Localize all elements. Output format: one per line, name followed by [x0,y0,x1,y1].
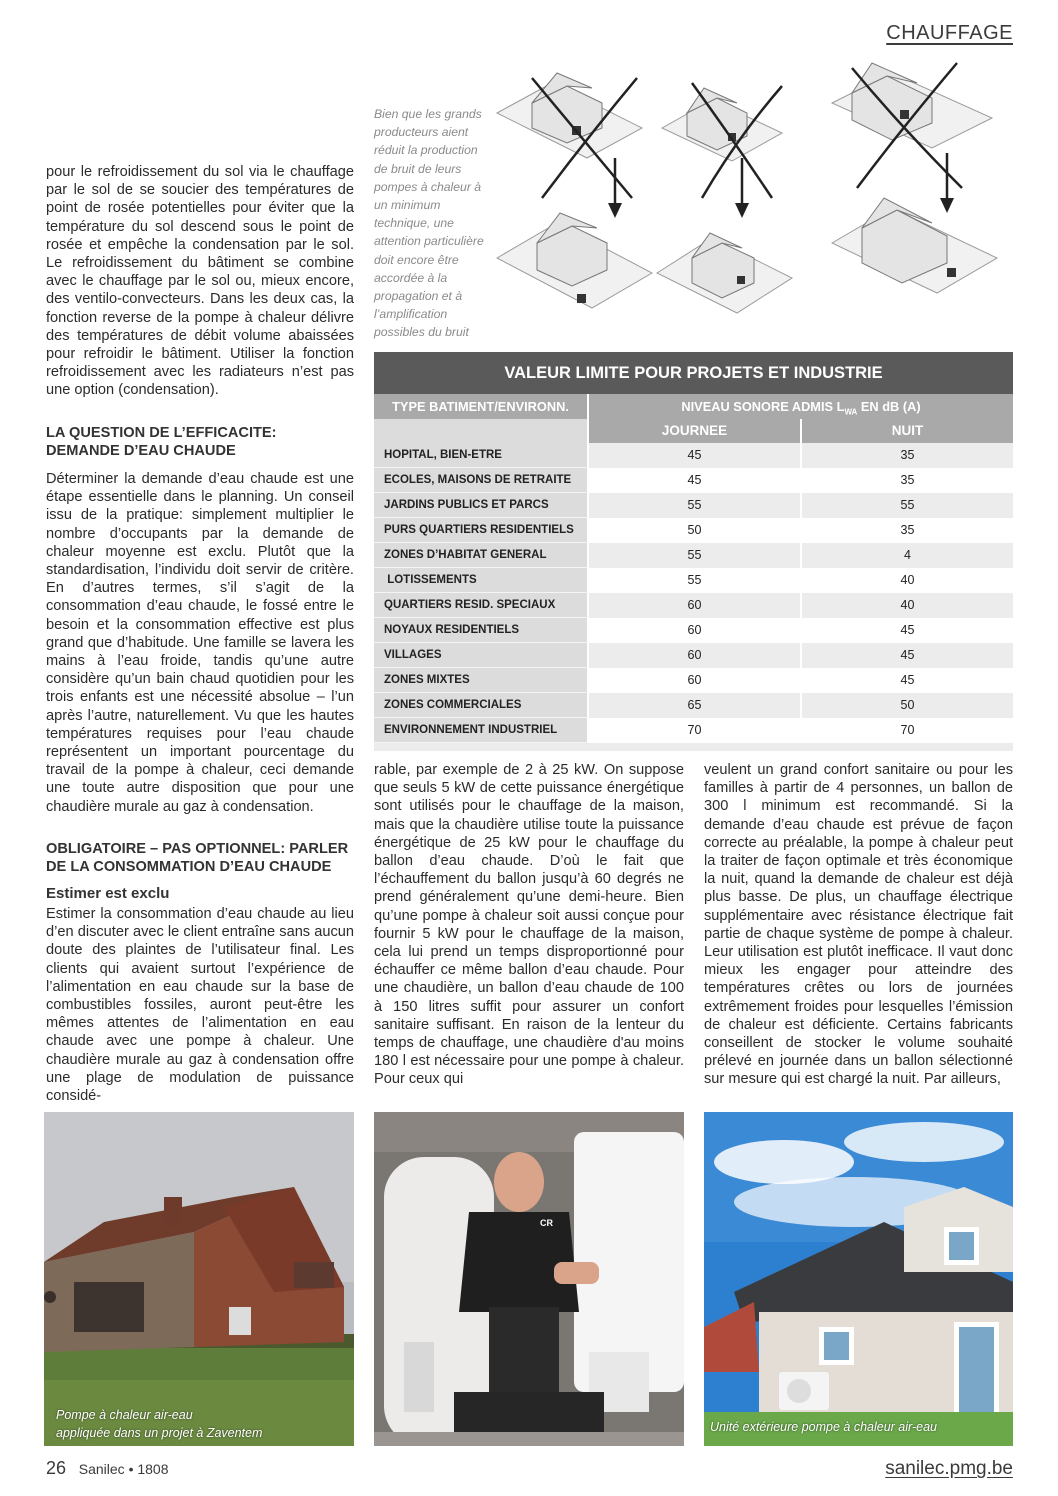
shirt-logo: CR [540,1218,553,1228]
table-subheader [374,419,1013,443]
heading-efficiency [46,424,354,460]
photo1-caption-line1: Pompe à chaleur air-eau [56,1408,193,1422]
cell-night: 35 [802,518,1013,543]
paragraph-estimate-wrap [46,905,354,1105]
cell-day: 55 [589,568,802,593]
cell-day: 65 [589,693,802,718]
section-title: CHAUFFAGE [886,22,1013,44]
cell-night: 35 [802,443,1013,468]
header-day: JOURNEE [589,419,802,443]
photo-brick-house [44,1112,354,1446]
table-title: VALEUR LIMITE POUR PROJETS ET INDUSTRIE [374,352,1013,394]
cell-type: ZONES MIXTES [374,668,589,693]
table-row [374,568,1013,593]
cell-type: ECOLES, MAISONS DE RETRAITE [374,468,589,493]
left-column [46,163,354,400]
modern-house-image [704,1112,1013,1446]
header-night: NUIT [802,419,1013,443]
cell-type: PURS QUARTIERS RESIDENTIELS [374,518,589,543]
photo1-caption [56,1406,262,1442]
table-bottom-bar [374,743,1013,751]
cell-day: 50 [589,518,802,543]
cell-type: ZONES COMMERCIALES [374,693,589,718]
noise-illustration [492,58,1022,350]
photo-modern-house [704,1112,1013,1446]
cell-night: 35 [802,468,1013,493]
cell-day: 45 [589,468,802,493]
noise-limit-table [374,352,1013,751]
cell-day: 45 [589,443,802,468]
heading-mandatory-line2: DE LA CONSOMMATION D’EAU CHAUDE [46,859,332,875]
cell-day: 60 [589,618,802,643]
table-header [374,394,1013,419]
right-column [704,761,1013,1089]
page-number: 26 [46,1458,67,1478]
photo3-caption: Unité extérieure pompe à chaleur air-eau [710,1420,937,1434]
header-noise-level-text: NIVEAU SONORE ADMIS L [681,399,845,414]
cell-night: 4 [802,543,1013,568]
cell-type: ZONES D’HABITAT GENERAL [374,543,589,568]
header-noise-level [589,394,1013,419]
cell-type: QUARTIERS RESID. SPECIAUX [374,593,589,618]
paragraph-hot-water-demand: Déterminer la demande d’eau chaude est une étape essentielle dans le planning. Un conseil issu de la pratique: simplement multiplier le nombre d’occupants par la demande de chaleur moyenne est exclu. Plutôt que la standardisation, l’individu doit servir de critère. En d’autres termes, s’il s’agit de la consommation d’eau chaude, le fossé entre le besoin et la consommation effective est plus grand que d’habitude. Une famille se lavera les mains à l’eau froide, tandis qu’une autre considère qu’un bain chaud quotidien pour les trois enfants est une nécessité absolue – l’un après l’autre, naturellement. Vu que les hautes températures requises pour l’eau chaude représentent un important pourcentage du travail de la pompe à chaleur, ceci demande une toute autre disposition que pour une chaudière murale au gaz à condensation. [46,471,354,815]
cell-night: 40 [802,593,1013,618]
photo1-caption-line2: appliquée dans un projet à Zaventem [56,1426,263,1440]
footer-left [46,1458,169,1479]
table-row [374,618,1013,643]
header-noise-level-sub: WA [844,407,858,417]
table-row [374,593,1013,618]
table-row [374,443,1013,468]
photo-technician [374,1112,684,1446]
table-body [374,443,1013,743]
subheading-estimate-wrap [46,885,354,902]
subheading-estimate: Estimer est exclu [46,885,170,902]
cell-night: 50 [802,693,1013,718]
cell-day: 60 [589,643,802,668]
cell-night: 70 [802,718,1013,743]
houses-diagram [492,58,1022,350]
paragraph-estimate: Estimer la consommation d’eau chaude au lieu d’en discuter avec le client entraîne sans aucun doute des plaintes de l’utilisateur final. Les clients qui avaient surtout l’expérience de l’alimentation en eau chaude sur la base de combustibles fossiles, auront peut-être les mêmes attentes de l’alimentation en eau chaude avec une pompe à chaleur. Une chaudière murale au gaz à condensation offre une plage de modulation de puissance considé- [46,906,354,1105]
cell-day: 55 [589,543,802,568]
paragraph-cooling: pour le refroidissement du sol via le chauffage par le sol de se soucier des températures de point de rosée potentielles pour éviter que la température du sol descend sous le point de rosée et empêche la condensation par le sol. Le refroidissement du bâtiment se combine avec le chauffage par le sol ou, mieux encore, des ventilo-convecteurs. Dans les deux cas, la fonction reverse de la pompe à chaleur délivre des températures de débit volume abaissées pour refroidir le bâtiment. Utiliser la fonction refroidissement avec les radiateurs n’est pas une option (condensation). [46,164,354,399]
cell-day: 55 [589,493,802,518]
cell-day: 70 [589,718,802,743]
table-row [374,643,1013,668]
illustration-caption: Bien que les grands producteurs aient réduit la production de bruit de leurs pompes à chaleur à un minimum technique, une attention particulière doit encore être accordée à la propagation et à l’amplification possibles du bruit [374,107,484,340]
table-row [374,468,1013,493]
cell-day: 60 [589,593,802,618]
paragraph-hot-water-demand-wrap [46,470,354,816]
cell-night: 45 [802,668,1013,693]
middle-column [374,761,684,1089]
subheader-empty [374,419,589,443]
cell-night: 45 [802,643,1013,668]
cell-type: ENVIRONNEMENT INDUSTRIEL [374,718,589,743]
paragraph-boiler: rable, par exemple de 2 à 25 kW. On suppose que seuls 5 kW de cette puissance énergétique sont utilisés pour le chauffage de la maison, mais que la chaudière utilise toute la puissance énergétique de 25 kW pour le chauffage du ballon d’eau chaude. D’où le fait que l’échauffement du ballon jusqu’à 60 degrés ne prend généralement qu’une demi-heure. Bien qu’une pompe à chaleur soit aussi conçue pour fournir 5 kW pour le chauffage de la maison, cela lui prend un temps disproportionné pour échauffer ce même ballon d’eau chaude. Pour une chaudière, un ballon d’eau chaude de 100 à 150 litres suffit pour assurer un confort sanitaire suffisant. En raison de la lenteur du temps de chauffage, une chaudière d'au moins 180 l est nécessaire pour une pompe à chaleur. Pour ceux qui [374,762,684,1088]
header-noise-level-tail: EN dB (A) [857,399,921,414]
website-link[interactable]: sanilec.pmg.be [885,1458,1013,1479]
header-building-type: TYPE BATIMENT/ENVIRONN. [374,394,589,419]
cell-type: HOPITAL, BIEN-ETRE [374,443,589,468]
technician-image [374,1112,684,1446]
cell-day: 60 [589,668,802,693]
cell-night: 40 [802,568,1013,593]
paragraph-comfort: veulent un grand confort sanitaire ou pour les familles à partir de 4 personnes, un ballon de 300 l minimum est recommandé. Si la demande d’eau chaude est prévue de façon correcte au préalable, la pompe à chaleur peut la traiter de façon optimale et très économique la nuit, quand la demande de chaleur est déjà plus basse. De plus, un chauffage électrique supplémentaire avec résistance électrique fait partie de chaque système de pompe à chaleur. Leur utilisation est plutôt inefficace. Il vaut donc mieux les engager pour atteindre des températures crêtes ou lors de journées extrêmement froides pour lesquelles l’émission de chaleur est déficiente. Certains fabricants conseillent de stocker le volume souhaité prélevé en journée dans un ballon sélectionné sur mesure qui est chargé la nuit. Par ailleurs, [704,762,1013,1088]
cell-night: 55 [802,493,1013,518]
cell-type: JARDINS PUBLICS ET PARCS [374,493,589,518]
cell-night: 45 [802,618,1013,643]
publication-name: Sanilec • 1808 [78,1461,169,1477]
table-row [374,543,1013,568]
table-row [374,693,1013,718]
heading-mandatory [46,840,354,876]
table-row [374,718,1013,743]
cell-type: NOYAUX RESIDENTIELS [374,618,589,643]
cell-type: VILLAGES [374,643,589,668]
table-row [374,493,1013,518]
table-row [374,668,1013,693]
brick-house-image [44,1112,354,1446]
cell-type: LOTISSEMENTS [374,568,589,593]
heading-efficiency-line2: DEMANDE D’EAU CHAUDE [46,443,236,459]
table-row [374,518,1013,543]
heading-efficiency-line1: LA QUESTION DE L’EFFICACITE: [46,425,277,441]
heading-mandatory-line1: OBLIGATOIRE – PAS OPTIONNEL: PARLER [46,841,349,857]
